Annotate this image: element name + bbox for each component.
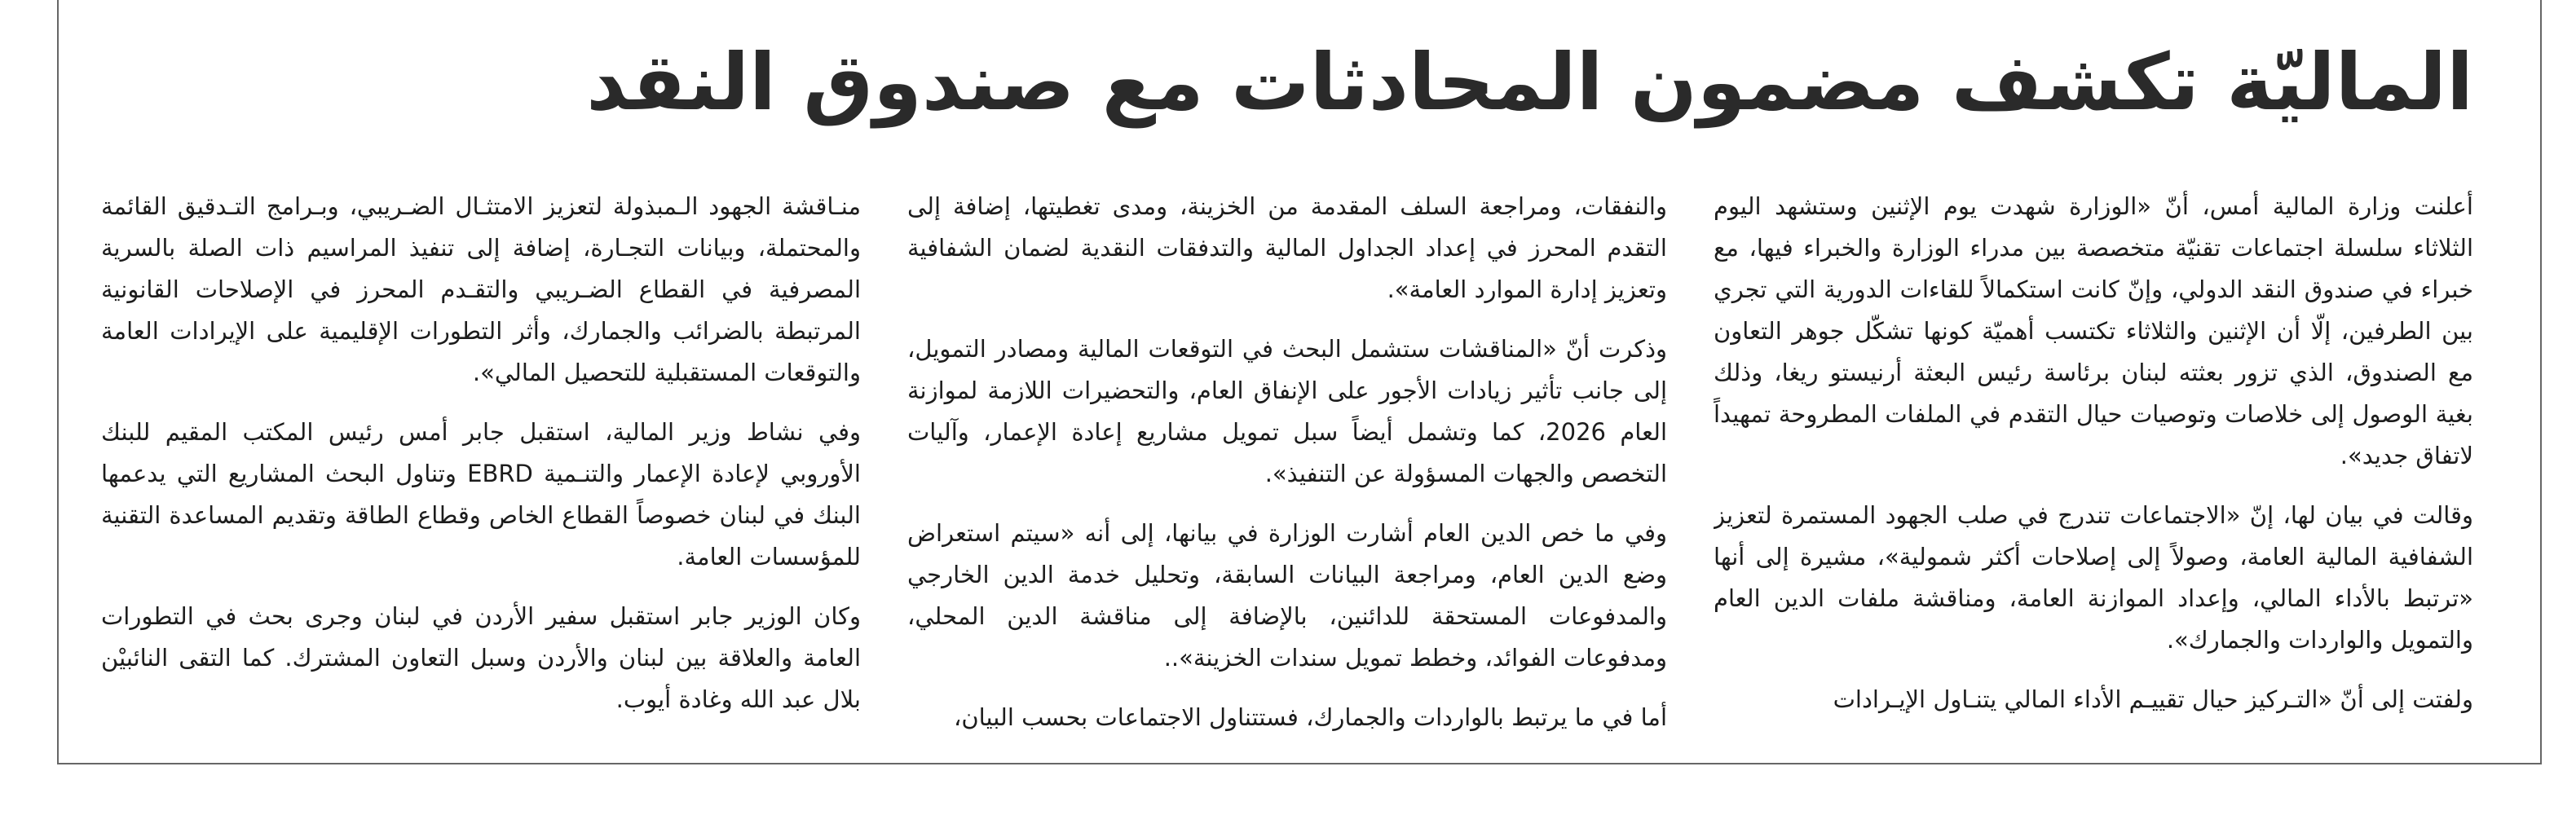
article-paragraph: وفي نشاط وزير المالية، استقبل جابر أمس رئيس المكتب المقيم للبنك الأوروبي لإعادة الإعمار والتنـمية EBRD وتناول البحث المشاريع التي يدعمها البنك في لبنان خصوصاً القطاع الخاص وقطاع الطاقة وتقديم المساعدة التقنية للمؤسسات العامة.	[101, 418, 861, 570]
article-headline: الماليّة تكشف مضمون المحادثات مع صندوق النقد	[586, 37, 2473, 128]
article-paragraph: أعلنت وزارة المالية أمس، أنّ «الوزارة شهدت يوم الإثنين وستشهد اليوم الثلاثاء سلسلة اجتماعات تقنيّة متخصصة بين مدراء الوزارة والخبراء فيها، مع خبراء في صندوق النقد الدولي، وإنّ كانت استكمالاً للقاءات الدورية التي تجري بين الطرفين، إلّا أن الإثنين والثلاثاء تكتسب أهميّة كونها تشكّل جوهر التعاون مع الصندوق، الذي تزور بعثته لبنان برئاسة رئيس البعثة أرنيستو ريغا، وذلك بغية الوصول إلى خلاصات وتوصيات حيال التقدم في الملفات المطروحة تمهيداً لاتفاق جديد».	[1714, 192, 2473, 469]
article-paragraph: وكان الوزير جابر استقبل سفير الأردن في لبنان وجرى بحث في التطورات العامة والعلاقة بين لبنان والأردن وسبل التعاون المشترك. كما التقى النائبيْن بلال عبد الله وغادة أيوب.	[101, 602, 861, 713]
article-paragraph: وقالت في بيان لها، إنّ «الاجتماعات تندرج في صلب الجهود المستمرة لتعزيز الشفافية المالية العامة، وصولاً إلى إصلاحات أكثر شمولية»، مشيرة إلى أنها «ترتبط بالأداء المالي، وإعداد الموازنة العامة، ومناقشة ملفات الدين العام والتمويل والواردات والجمارك».	[1714, 501, 2473, 654]
article-column-right	[1714, 186, 2473, 740]
article-paragraph: وفي ما خص الدين العام أشارت الوزارة في بيانها، إلى أنه «سيتم استعراض وضع الدين العام، ومراجعة البيانات السابقة، وتحليل خدمة الدين الخارجي والمدفوعات المستحقة للدائنين، بالإضافة إلى مناقشة الدين المحلي، ومدفوعات الفوائد، وخطط تمويل سندات الخزينة»..	[907, 519, 1667, 672]
article-paragraph: والنفقات، ومراجعة السلف المقدمة من الخزينة، ومدى تغطيتها، إضافة إلى التقدم المحرز في إعداد الجداول المالية والتدفقات النقدية لضمان الشفافية وتعزيز إدارة الموارد العامة».	[907, 192, 1667, 303]
article-paragraph: أما في ما يرتبط بالواردات والجمارك، فستتناول الاجتماعات بحسب البيان،	[954, 703, 1667, 731]
article-columns	[101, 186, 2473, 740]
article-paragraph: منـاقشة الجهود الـمبذولة لتعزيز الامتثـال الضـريبي، وبـرامج التـدقيق القائمة والمحتملة، وبيانات التجـارة، إضافة إلى تنفيذ المراسيم ذات الصلة بالسرية المصرفية في القطاع الضـريبي والتقـدم المحرز في الإصلاحات القانونية المرتبطة بالضرائب والجمارك، وأثر التطورات الإقليمية على الإيرادات العامة والتوقعات المستقبلية للتحصيل المالي».	[101, 192, 861, 386]
article-paragraph: وذكرت أنّ «المناقشات ستشمل البحث في التوقعات المالية ومصادر التمويل، إلى جانب تأثير زيادات الأجور على الإنفاق العام، والتحضيرات اللازمة لموازنة العام 2026، كما وتشمل أيضاً سبل تمويل مشاريع إعادة الإعمار، وآليات التخصص والجهات المسؤولة عن التنفيذ».	[907, 335, 1667, 487]
article-column-left	[101, 186, 861, 740]
article-column-middle	[907, 186, 1667, 740]
article-paragraph: ولفتت إلى أنّ «التـركيز حيال تقييـم الأداء المالي يتنـاول الإيـرادات	[1833, 685, 2473, 713]
